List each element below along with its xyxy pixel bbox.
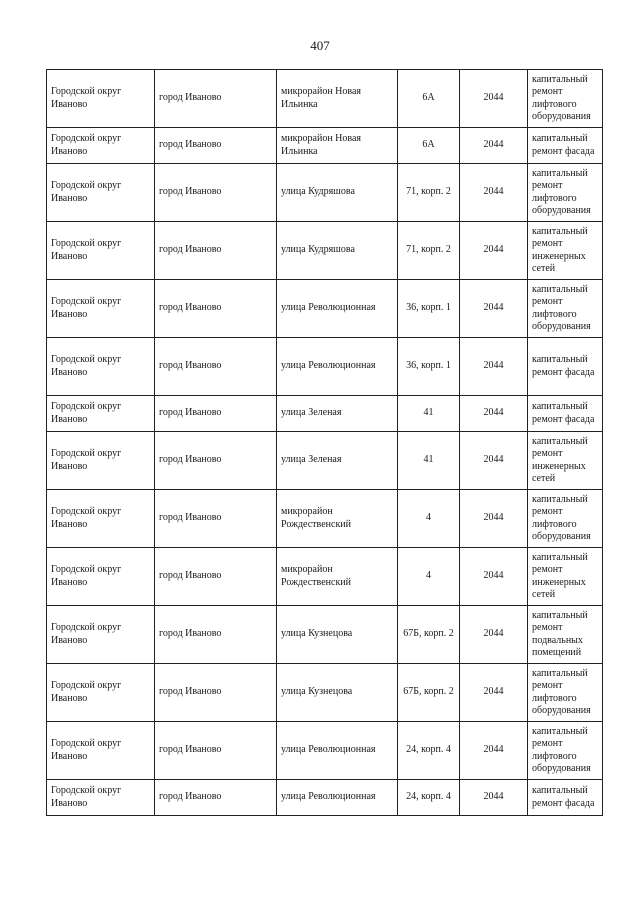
house-cell: 67Б, корп. 2 [398,664,460,722]
municipal-cell: Городской округ Иваново [47,664,155,722]
work-type-cell: капитальный ремонт фасада [528,338,603,396]
year-cell: 2044 [460,664,528,722]
settlement-cell: город Иваново [155,548,277,606]
work-type-cell: капитальный ремонт лифтового оборудования [528,664,603,722]
municipal-cell: Городской округ Иваново [47,722,155,780]
settlement-cell: город Иваново [155,606,277,664]
house-cell: 4 [398,548,460,606]
year-cell: 2044 [460,432,528,490]
settlement-cell: город Иваново [155,432,277,490]
work-type-cell: капитальный ремонт инженерных сетей [528,432,603,490]
table-body [47,70,603,816]
table-row [47,780,603,816]
settlement-cell: город Иваново [155,490,277,548]
table-row [47,164,603,222]
street-cell: улица Кудряшова [277,164,398,222]
house-cell: 41 [398,396,460,432]
street-cell: улица Революционная [277,722,398,780]
municipal-cell: Городской округ Иваново [47,490,155,548]
house-cell: 36, корп. 1 [398,280,460,338]
street-cell: микрорайон Новая Ильинка [277,128,398,164]
year-cell: 2044 [460,128,528,164]
street-cell: микрорайон Рождественский [277,548,398,606]
street-cell: улица Революционная [277,280,398,338]
year-cell: 2044 [460,490,528,548]
settlement-cell: город Иваново [155,722,277,780]
settlement-cell: город Иваново [155,70,277,128]
table-row [47,222,603,280]
work-type-cell: капитальный ремонт лифтового оборудования [528,70,603,128]
house-cell: 6А [398,128,460,164]
settlement-cell: город Иваново [155,338,277,396]
table-row [47,548,603,606]
year-cell: 2044 [460,164,528,222]
municipal-cell: Городской округ Иваново [47,432,155,490]
street-cell: улица Революционная [277,780,398,816]
street-cell: улица Кузнецова [277,606,398,664]
year-cell: 2044 [460,548,528,606]
year-cell: 2044 [460,780,528,816]
municipal-cell: Городской округ Иваново [47,222,155,280]
street-cell: улица Кузнецова [277,664,398,722]
year-cell: 2044 [460,396,528,432]
settlement-cell: город Иваново [155,164,277,222]
municipal-cell: Городской округ Иваново [47,548,155,606]
table-row [47,664,603,722]
year-cell: 2044 [460,338,528,396]
year-cell: 2044 [460,280,528,338]
house-cell: 71, корп. 2 [398,222,460,280]
year-cell: 2044 [460,722,528,780]
table-row [47,606,603,664]
settlement-cell: город Иваново [155,664,277,722]
work-type-cell: капитальный ремонт фасада [528,128,603,164]
house-cell: 41 [398,432,460,490]
municipal-cell: Городской округ Иваново [47,70,155,128]
work-type-cell: капитальный ремонт фасада [528,780,603,816]
house-cell: 67Б, корп. 2 [398,606,460,664]
settlement-cell: город Иваново [155,280,277,338]
municipal-cell: Городской округ Иваново [47,128,155,164]
table-row [47,338,603,396]
table-row [47,128,603,164]
street-cell: микрорайон Новая Ильинка [277,70,398,128]
table-row [47,70,603,128]
municipal-cell: Городской округ Иваново [47,396,155,432]
table-row [47,490,603,548]
work-type-cell: капитальный ремонт лифтового оборудования [528,280,603,338]
table-row [47,280,603,338]
work-type-cell: капитальный ремонт фасада [528,396,603,432]
work-type-cell: капитальный ремонт подвальных помещений [528,606,603,664]
repair-schedule-table [46,69,603,816]
settlement-cell: город Иваново [155,780,277,816]
municipal-cell: Городской округ Иваново [47,338,155,396]
street-cell: улица Зеленая [277,432,398,490]
house-cell: 24, корп. 4 [398,722,460,780]
year-cell: 2044 [460,70,528,128]
street-cell: улица Зеленая [277,396,398,432]
settlement-cell: город Иваново [155,222,277,280]
table-row [47,722,603,780]
table-row [47,396,603,432]
work-type-cell: капитальный ремонт лифтового оборудования [528,722,603,780]
house-cell: 4 [398,490,460,548]
house-cell: 71, корп. 2 [398,164,460,222]
municipal-cell: Городской округ Иваново [47,164,155,222]
settlement-cell: город Иваново [155,128,277,164]
settlement-cell: город Иваново [155,396,277,432]
municipal-cell: Городской округ Иваново [47,280,155,338]
street-cell: микрорайон Рождественский [277,490,398,548]
work-type-cell: капитальный ремонт лифтового оборудования [528,164,603,222]
house-cell: 24, корп. 4 [398,780,460,816]
house-cell: 6А [398,70,460,128]
year-cell: 2044 [460,222,528,280]
street-cell: улица Революционная [277,338,398,396]
house-cell: 36, корп. 1 [398,338,460,396]
work-type-cell: капитальный ремонт лифтового оборудования [528,490,603,548]
year-cell: 2044 [460,606,528,664]
municipal-cell: Городской округ Иваново [47,606,155,664]
work-type-cell: капитальный ремонт инженерных сетей [528,548,603,606]
municipal-cell: Городской округ Иваново [47,780,155,816]
work-type-cell: капитальный ремонт инженерных сетей [528,222,603,280]
page-number: 407 [310,38,330,53]
table-row [47,432,603,490]
street-cell: улица Кудряшова [277,222,398,280]
